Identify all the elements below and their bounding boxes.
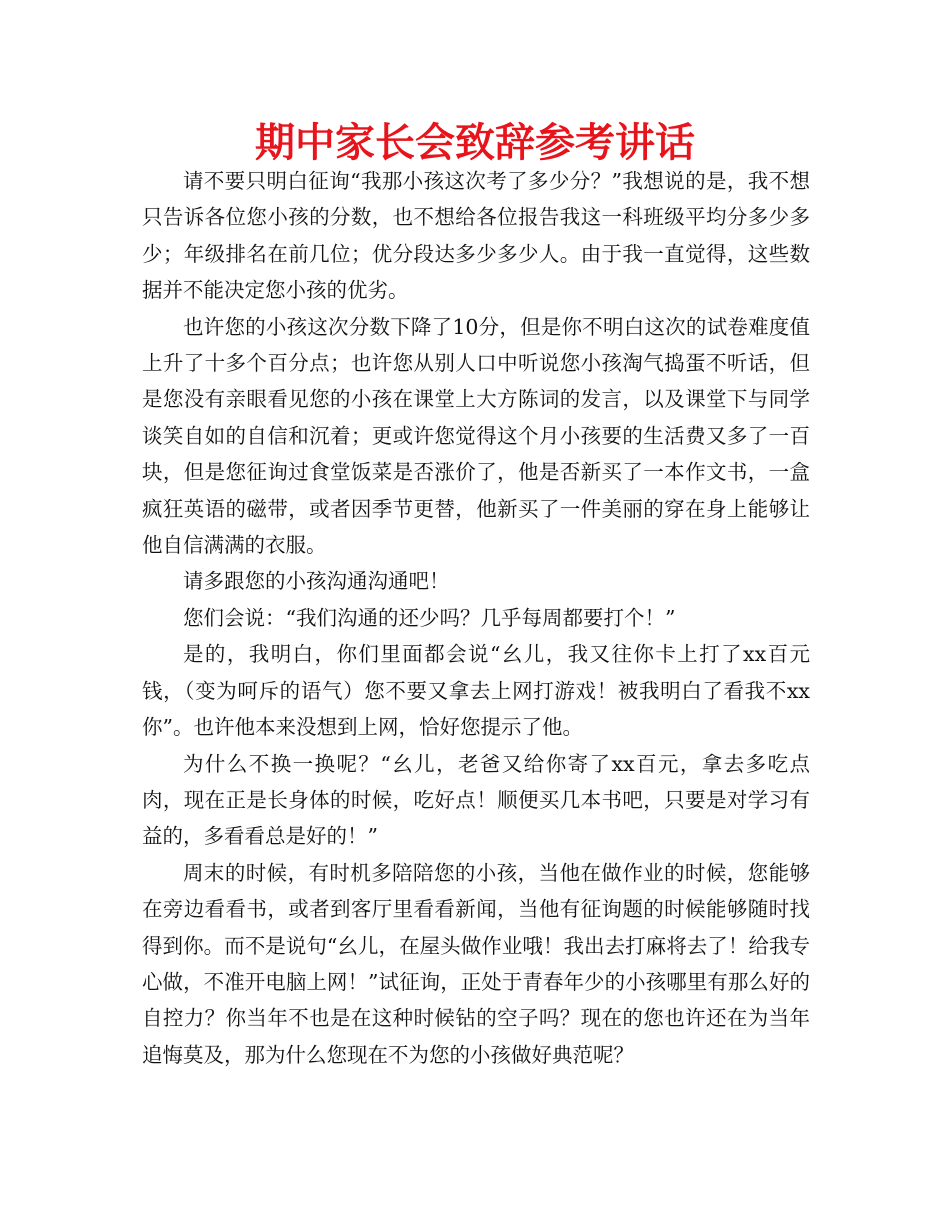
paragraph: 也许您的小孩这次分数下降了10分，但是你不明白这次的试卷难度值上升了十多个百分点；也许您从别人口中听说您小孩淘气捣蛋不听话，但是您没有亲眼看见您的小孩在课堂上大方陈词的发言，以及课堂下与同学谈笑自如的自信和沉着；更或许您觉得这个月小孩要的生活费又多了一百块，但是您征询过食堂饭菜是否涨价了，他是否新买了一本作文书，一盒疯狂英语的磁带，或者因季节更替，他新买了一件美丽的穿在身上能够让他自信满满的衣服。	[142, 314, 810, 558]
paragraph: 为什么不换一换呢？“幺儿，老爸又给你寄了xx百元，拿去多吃点肉，现在正是长身体的时候，吃好点！顺便买几本书吧，只要是对学习有益的，多看看总是好的！”	[142, 751, 810, 849]
paragraph: 请不要只明白征询“我那小孩这次考了多少分？”我想说的是，我不想只告诉各位您小孩的分数，也不想给各位报告我这一科班级平均分多少多少；年级排名在前几位；优分段达多少多少人。由于我一直觉得，这些数据并不能决定您小孩的优劣。	[142, 169, 810, 303]
paragraph: 是的，我明白，你们里面都会说“幺儿，我又往你卡上打了xx百元钱，（变为呵斥的语气）您不要又拿去上网打游戏！被我明白了看我不xx你”。也许他本来没想到上网，恰好您提示了他。	[142, 642, 810, 740]
document-title: 期中家长会致辞参考讲话	[255, 120, 695, 166]
paragraph: 您们会说：“我们沟通的还少吗？几乎每周都要打个！”	[183, 605, 676, 630]
paragraph: 请多跟您的小孩沟通沟通吧！	[183, 569, 450, 594]
paragraph: 周末的时候，有时机多陪陪您的小孩，当他在做作业的时候，您能够在旁边看看书，或者到客厅里看看新闻，当他有征询题的时候能够随时找得到你。而不是说句“幺儿，在屋头做作业哦！我出去打麻将去了！给我专心做，不准开电脑上网！”试征询，正处于青春年少的小孩哪里有那么好的自控力？你当年不也是在这种时候钻的空子吗？现在的您也许还在为当年追悔莫及，那为什么您现在不为您的小孩做好典范呢？	[142, 860, 810, 1067]
document-body	[142, 163, 810, 1073]
